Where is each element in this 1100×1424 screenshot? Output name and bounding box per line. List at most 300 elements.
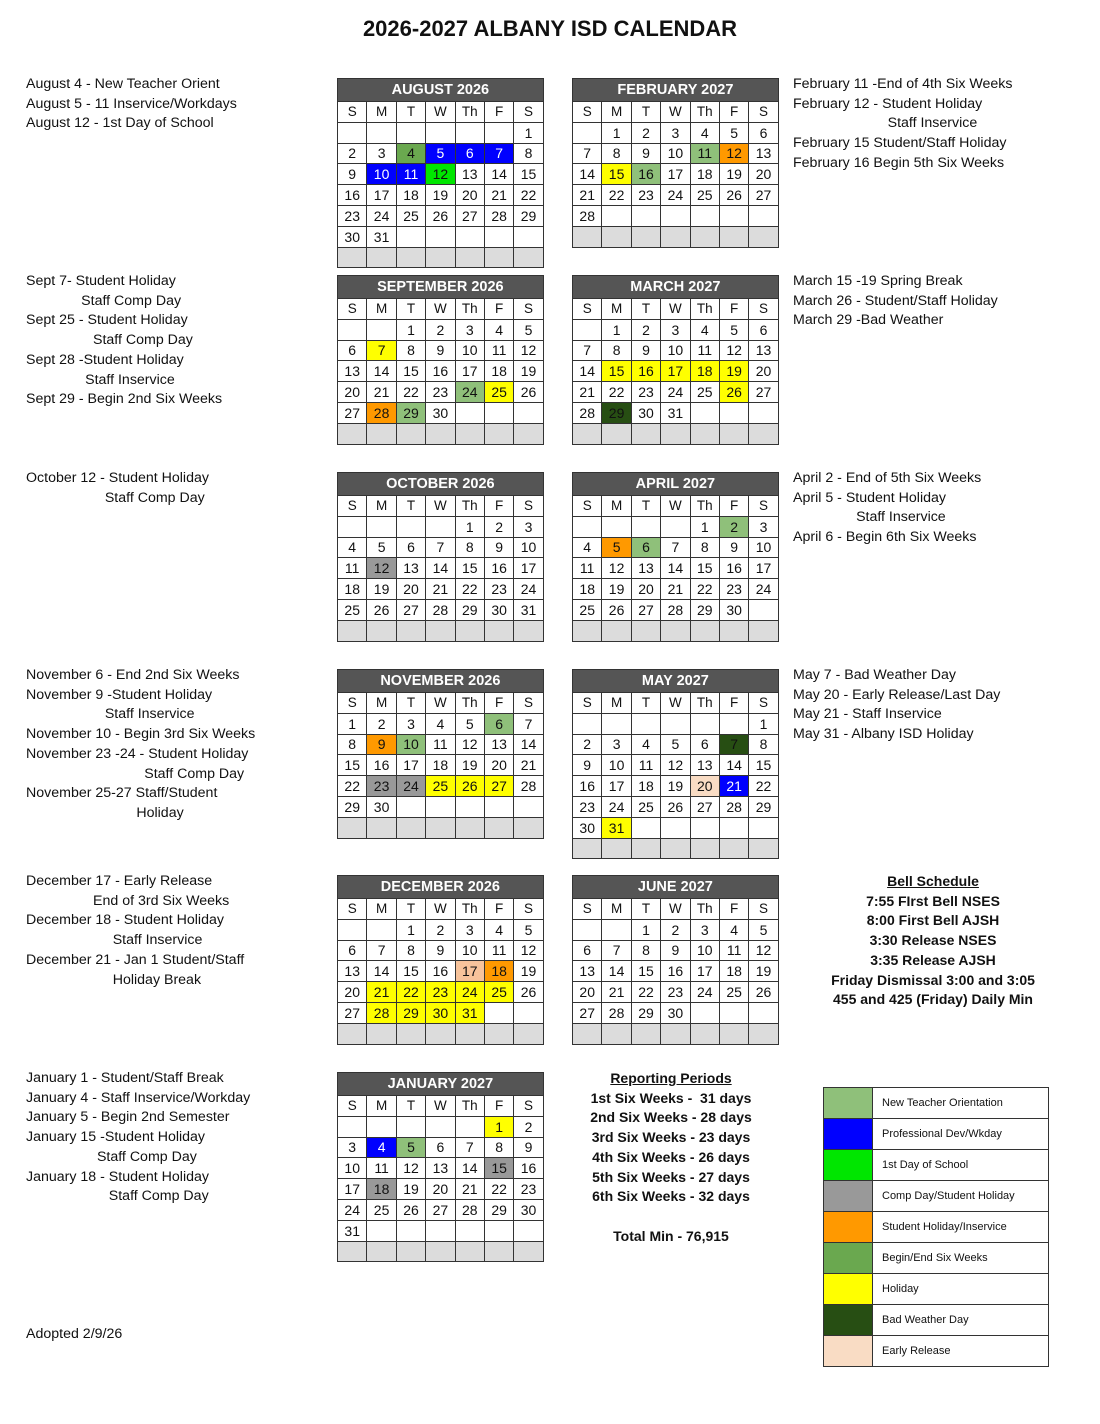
day-cell: 15: [396, 361, 425, 382]
empty-cell: [573, 319, 602, 340]
week-row: [338, 755, 544, 776]
weekday-header: Th: [455, 102, 484, 123]
day-cell: 27: [749, 382, 778, 403]
weekday-header: W: [661, 693, 690, 714]
empty-cell: [514, 1002, 543, 1023]
day-cell: 20: [426, 1179, 455, 1200]
notes-december: December 17 - Early Release End of 3rd Six Weeks December 18 - Student Holiday Staff Inservice December 21 - Jan 1 Student/Staff Holiday Break: [26, 873, 245, 988]
day-cell: 13: [338, 961, 367, 982]
day-cell: 18: [631, 776, 660, 797]
filler-cell: [749, 620, 778, 641]
day-cell: 17: [514, 558, 543, 579]
day-cell: 12: [455, 734, 484, 755]
adopted-date: Adopted 2/9/26: [26, 1326, 123, 1342]
legend-swatch: [824, 1274, 873, 1305]
weekday-header: M: [367, 496, 396, 517]
day-cell: 25: [396, 205, 425, 226]
filler-row: [573, 423, 779, 444]
filler-cell: [514, 817, 543, 838]
day-cell: 8: [602, 340, 631, 361]
empty-cell: [602, 919, 631, 940]
weekday-header: S: [573, 102, 602, 123]
day-cell: 25: [573, 599, 602, 620]
day-cell: 29: [631, 1002, 660, 1023]
day-cell: 19: [719, 164, 748, 185]
day-cell: 2: [338, 143, 367, 164]
empty-cell: [631, 516, 660, 537]
week-row: [338, 185, 544, 206]
page-title: 2026-2027 ALBANY ISD CALENDAR: [362, 16, 738, 41]
weekday-header: F: [719, 299, 748, 320]
day-cell: 27: [573, 1002, 602, 1023]
legend-label: Begin/End Six Weeks: [873, 1243, 1049, 1274]
day-cell: 1: [690, 516, 719, 537]
day-cell: 29: [338, 796, 367, 817]
empty-cell: [749, 402, 778, 423]
empty-cell: [426, 516, 455, 537]
day-cell: 16: [719, 558, 748, 579]
weekday-header: T: [396, 496, 425, 517]
day-cell: 17: [455, 361, 484, 382]
day-cell: 22: [484, 1179, 513, 1200]
day-cell: 28: [573, 402, 602, 423]
week-row: [573, 579, 779, 600]
week-row: [573, 164, 779, 185]
day-cell: 10: [661, 143, 690, 164]
filler-cell: [455, 423, 484, 444]
filler-row: [573, 620, 779, 641]
empty-cell: [426, 226, 455, 247]
day-cell: 27: [690, 796, 719, 817]
filler-row: [338, 423, 544, 444]
notes-may: May 7 - Bad Weather Day May 20 - Early Release/Last Day May 21 - Staff Inservice May 31 - Albany ISD Holiday: [793, 667, 1001, 743]
day-cell: 14: [661, 558, 690, 579]
filler-cell: [749, 1023, 778, 1044]
filler-cell: [426, 1023, 455, 1044]
empty-cell: [719, 205, 748, 226]
bell-line: 3:30 Release NSES: [869, 932, 997, 949]
weekday-header: F: [719, 693, 748, 714]
filler-cell: [631, 620, 660, 641]
filler-cell: [396, 620, 425, 641]
day-cell: 5: [602, 537, 631, 558]
calendar-february-2027: [572, 78, 779, 248]
empty-cell: [631, 205, 660, 226]
week-row: [338, 382, 544, 403]
day-cell: 30: [426, 402, 455, 423]
day-cell: 8: [631, 940, 660, 961]
day-cell: 5: [749, 919, 778, 940]
day-cell: 22: [455, 579, 484, 600]
week-row: [338, 579, 544, 600]
day-cell: 30: [338, 226, 367, 247]
day-cell: 21: [484, 185, 513, 206]
day-cell: 22: [514, 185, 543, 206]
day-cell: 30: [367, 796, 396, 817]
day-cell: 6: [484, 713, 513, 734]
calendar-august-2026: [337, 78, 544, 268]
weekday-header: Th: [690, 299, 719, 320]
filler-cell: [426, 620, 455, 641]
day-cell: 7: [367, 940, 396, 961]
day-cell: 7: [484, 143, 513, 164]
day-cell: 26: [514, 982, 543, 1003]
day-cell: 25: [690, 382, 719, 403]
day-cell: 10: [455, 940, 484, 961]
reporting-total: Total Min - 76,915: [613, 1227, 729, 1244]
day-cell: 25: [719, 982, 748, 1003]
weekday-header: W: [661, 102, 690, 123]
notes-august: August 4 - New Teacher Orient August 5 - 11 Inservice/Workdays August 12 - 1st Day of School: [26, 76, 237, 132]
day-cell: 23: [631, 185, 660, 206]
day-cell: 27: [749, 185, 778, 206]
day-cell: 9: [426, 340, 455, 361]
week-row: [338, 961, 544, 982]
day-cell: 18: [426, 755, 455, 776]
day-cell: 5: [514, 319, 543, 340]
filler-cell: [484, 1241, 513, 1262]
empty-cell: [367, 516, 396, 537]
weekday-header: W: [426, 899, 455, 920]
week-row: [338, 982, 544, 1003]
day-cell: 9: [484, 537, 513, 558]
calendar-june-2027: [572, 875, 779, 1045]
day-cell: 5: [514, 919, 543, 940]
day-cell: 11: [719, 940, 748, 961]
day-cell: 19: [719, 361, 748, 382]
day-cell: 30: [514, 1199, 543, 1220]
filler-cell: [484, 620, 513, 641]
bell-line: Friday Dismissal 3:00 and 3:05: [831, 971, 1035, 988]
day-cell: 15: [749, 755, 778, 776]
day-cell: 15: [690, 558, 719, 579]
week-row: [573, 919, 779, 940]
filler-cell: [426, 423, 455, 444]
day-cell: 19: [455, 755, 484, 776]
day-cell: 13: [455, 164, 484, 185]
weekday-header: M: [602, 496, 631, 517]
day-cell: 18: [690, 164, 719, 185]
day-cell: 12: [749, 940, 778, 961]
empty-cell: [367, 122, 396, 143]
day-cell: 11: [484, 940, 513, 961]
day-cell: 26: [719, 382, 748, 403]
weekday-header: T: [631, 102, 660, 123]
day-cell: 20: [396, 579, 425, 600]
bell-schedule: [808, 872, 1058, 1010]
weekday-header: Th: [455, 1096, 484, 1117]
week-row: [338, 776, 544, 797]
day-cell: 28: [661, 599, 690, 620]
week-row: [573, 205, 779, 226]
empty-cell: [690, 713, 719, 734]
bell-line: 8:00 First Bell AJSH: [866, 912, 1000, 929]
week-row: [338, 1220, 544, 1241]
day-cell: 15: [514, 164, 543, 185]
week-row: [338, 122, 544, 143]
day-cell: 11: [484, 340, 513, 361]
weekday-header: Th: [455, 899, 484, 920]
legend-row: [824, 1119, 1049, 1150]
day-cell: 1: [602, 122, 631, 143]
legend-label: Early Release: [873, 1336, 1049, 1367]
empty-cell: [661, 713, 690, 734]
day-cell: 18: [338, 579, 367, 600]
weekday-header: F: [484, 496, 513, 517]
day-cell: 24: [455, 382, 484, 403]
weekday-header: W: [661, 899, 690, 920]
day-cell: 25: [426, 776, 455, 797]
day-cell: 12: [719, 143, 748, 164]
legend-swatch: [824, 1305, 873, 1336]
weekday-header: F: [484, 899, 513, 920]
empty-cell: [690, 205, 719, 226]
day-cell: 2: [367, 713, 396, 734]
empty-cell: [719, 713, 748, 734]
day-cell: 3: [602, 734, 631, 755]
day-cell: 7: [367, 340, 396, 361]
day-cell: 28: [514, 776, 543, 797]
empty-cell: [661, 205, 690, 226]
day-cell: 23: [573, 796, 602, 817]
filler-cell: [514, 1241, 543, 1262]
day-cell: 16: [367, 755, 396, 776]
filler-cell: [631, 226, 660, 247]
day-cell: 1: [396, 319, 425, 340]
day-cell: 13: [338, 361, 367, 382]
day-cell: 17: [455, 961, 484, 982]
weekday-header: Th: [690, 102, 719, 123]
day-cell: 2: [631, 122, 660, 143]
day-cell: 21: [455, 1179, 484, 1200]
empty-cell: [690, 1002, 719, 1023]
day-cell: 22: [749, 776, 778, 797]
day-cell: 3: [455, 319, 484, 340]
day-cell: 6: [631, 537, 660, 558]
weekday-header: S: [338, 693, 367, 714]
notes-november: November 6 - End 2nd Six Weeks November 9 -Student Holiday Staff Inservice November 10 - Begin 3rd Six Weeks November 23 -24 - Student Holiday Staff Comp Day November 25-27 Staff/Student Holiday: [26, 667, 256, 821]
day-cell: 16: [514, 1158, 543, 1179]
empty-cell: [484, 1220, 513, 1241]
notes-september: Sept 7- Student Holiday Staff Comp Day Sept 25 - Student Holiday Staff Comp Day Sept 28 -Student Holiday Staff Inservice Sept 29 - Begin 2nd Six Weeks: [26, 273, 223, 408]
calendar-december-2026: [337, 875, 544, 1045]
weekday-header: T: [396, 1096, 425, 1117]
day-cell: 8: [749, 734, 778, 755]
weekday-header: M: [367, 102, 396, 123]
day-cell: 27: [338, 402, 367, 423]
filler-row: [338, 1241, 544, 1262]
filler-cell: [367, 817, 396, 838]
legend-label: 1st Day of School: [873, 1150, 1049, 1181]
week-row: [573, 185, 779, 206]
day-cell: 29: [455, 599, 484, 620]
weekday-header: S: [338, 299, 367, 320]
empty-cell: [338, 122, 367, 143]
empty-cell: [573, 919, 602, 940]
day-cell: 29: [749, 796, 778, 817]
day-cell: 14: [514, 734, 543, 755]
day-cell: 22: [690, 579, 719, 600]
day-cell: 26: [719, 185, 748, 206]
day-cell: 2: [631, 319, 660, 340]
empty-cell: [602, 516, 631, 537]
empty-cell: [661, 817, 690, 838]
empty-cell: [514, 402, 543, 423]
week-row: [573, 340, 779, 361]
day-cell: 19: [367, 579, 396, 600]
day-cell: 14: [367, 361, 396, 382]
weekday-header: T: [631, 299, 660, 320]
weekday-header: Th: [690, 899, 719, 920]
empty-cell: [573, 516, 602, 537]
day-cell: 23: [338, 205, 367, 226]
day-cell: 10: [661, 340, 690, 361]
empty-cell: [749, 817, 778, 838]
filler-cell: [455, 1023, 484, 1044]
weekday-header: T: [396, 693, 425, 714]
week-row: [338, 713, 544, 734]
filler-cell: [455, 1241, 484, 1262]
week-row: [338, 796, 544, 817]
reporting-periods: [566, 1069, 776, 1246]
weekday-header: S: [573, 693, 602, 714]
weekday-header: T: [396, 102, 425, 123]
day-cell: 17: [661, 164, 690, 185]
filler-cell: [602, 1023, 631, 1044]
weekday-header: F: [719, 496, 748, 517]
day-cell: 22: [631, 982, 660, 1003]
filler-cell: [426, 1241, 455, 1262]
legend-swatch: [824, 1119, 873, 1150]
day-cell: 25: [338, 599, 367, 620]
week-row: [338, 599, 544, 620]
filler-cell: [367, 620, 396, 641]
filler-cell: [396, 817, 425, 838]
day-cell: 10: [514, 537, 543, 558]
weekday-header: S: [749, 693, 778, 714]
day-cell: 9: [514, 1137, 543, 1158]
week-row: [338, 361, 544, 382]
weekday-header: Th: [455, 496, 484, 517]
day-cell: 9: [719, 537, 748, 558]
day-cell: 2: [484, 516, 513, 537]
day-cell: 21: [661, 579, 690, 600]
day-cell: 28: [455, 1199, 484, 1220]
day-cell: 24: [602, 796, 631, 817]
empty-cell: [396, 796, 425, 817]
day-cell: 16: [338, 185, 367, 206]
day-cell: 20: [690, 776, 719, 797]
day-cell: 7: [602, 940, 631, 961]
day-cell: 7: [514, 713, 543, 734]
day-cell: 2: [514, 1116, 543, 1137]
day-cell: 4: [631, 734, 660, 755]
filler-cell: [661, 423, 690, 444]
day-cell: 21: [602, 982, 631, 1003]
week-row: [338, 516, 544, 537]
empty-cell: [396, 122, 425, 143]
empty-cell: [455, 1116, 484, 1137]
reporting-line: 4th Six Weeks - 26 days: [592, 1148, 750, 1165]
day-cell: 21: [426, 579, 455, 600]
day-cell: 3: [749, 516, 778, 537]
day-cell: 7: [573, 143, 602, 164]
day-cell: 20: [749, 361, 778, 382]
week-row: [573, 961, 779, 982]
empty-cell: [367, 319, 396, 340]
filler-cell: [573, 423, 602, 444]
filler-cell: [661, 1023, 690, 1044]
filler-cell: [338, 1023, 367, 1044]
weekday-header: S: [573, 899, 602, 920]
week-row: [573, 361, 779, 382]
day-cell: 23: [631, 382, 660, 403]
weekday-header: W: [426, 1096, 455, 1117]
day-cell: 6: [338, 340, 367, 361]
month-title: MARCH 2027: [573, 276, 779, 299]
legend-swatch: [824, 1212, 873, 1243]
notes-october: October 12 - Student Holiday Staff Comp Day: [26, 470, 209, 506]
weekday-header: W: [426, 496, 455, 517]
reporting-line: 5th Six Weeks - 27 days: [592, 1168, 750, 1185]
filler-cell: [573, 620, 602, 641]
filler-cell: [338, 423, 367, 444]
day-cell: 14: [602, 961, 631, 982]
week-row: [573, 817, 779, 838]
reporting-title: Reporting Periods: [610, 1070, 732, 1086]
day-cell: 29: [396, 1002, 425, 1023]
weekday-header: S: [749, 102, 778, 123]
week-row: [573, 755, 779, 776]
empty-cell: [749, 205, 778, 226]
day-cell: 13: [749, 340, 778, 361]
day-cell: 23: [426, 982, 455, 1003]
legend-row: [824, 1243, 1049, 1274]
day-cell: 6: [426, 1137, 455, 1158]
filler-row: [338, 620, 544, 641]
weekday-header: S: [514, 899, 543, 920]
day-cell: 8: [338, 734, 367, 755]
day-cell: 24: [690, 982, 719, 1003]
day-cell: 4: [719, 919, 748, 940]
day-cell: 12: [426, 164, 455, 185]
reporting-line: 6th Six Weeks - 32 days: [592, 1188, 750, 1205]
day-cell: 23: [426, 382, 455, 403]
day-cell: 16: [484, 558, 513, 579]
day-cell: 10: [455, 340, 484, 361]
day-cell: 1: [514, 122, 543, 143]
week-row: [573, 734, 779, 755]
day-cell: 31: [367, 226, 396, 247]
filler-cell: [719, 838, 748, 859]
empty-cell: [426, 796, 455, 817]
day-cell: 23: [514, 1179, 543, 1200]
filler-row: [338, 817, 544, 838]
day-cell: 19: [396, 1179, 425, 1200]
month-title: FEBRUARY 2027: [573, 79, 779, 102]
day-cell: 13: [484, 734, 513, 755]
day-cell: 27: [455, 205, 484, 226]
bell-line: 7:55 FIrst Bell NSES: [866, 892, 1000, 909]
day-cell: 3: [396, 713, 425, 734]
day-cell: 24: [661, 382, 690, 403]
week-row: [338, 205, 544, 226]
filler-cell: [631, 838, 660, 859]
filler-row: [573, 1023, 779, 1044]
day-cell: 23: [367, 776, 396, 797]
filler-cell: [602, 423, 631, 444]
day-cell: 28: [367, 1002, 396, 1023]
